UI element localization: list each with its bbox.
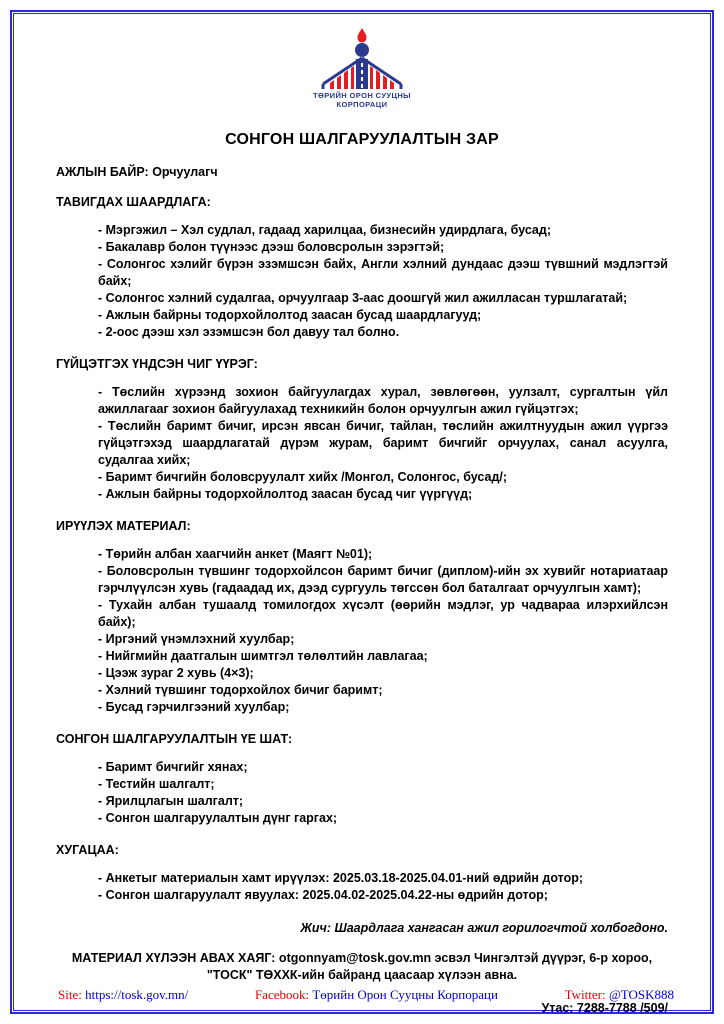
section-main-duties <box>56 357 668 503</box>
section-requirements <box>56 195 668 341</box>
list-item: - 2-оос дээш хэл эзэмшсэн бол давуу тал болно. <box>98 325 400 339</box>
list-item: - Ярилцлагын шалгалт; <box>98 794 244 808</box>
sun-circle-icon <box>355 43 369 57</box>
section-materials <box>56 519 668 716</box>
job-position-value: Орчуулагч <box>152 165 218 179</box>
organization-name <box>313 91 411 109</box>
section-heading: ГҮЙЦЭТГЭХ ҮНДСЭН ЧИГ ҮҮРЭГ: <box>56 357 258 371</box>
facebook-label: Facebook: <box>254 987 310 1002</box>
housing-corporation-logo-icon <box>312 28 412 90</box>
organization-logo <box>56 28 668 109</box>
flame-icon <box>358 28 367 43</box>
list-item: - Иргэний үнэмлэхний хуулбар; <box>98 632 295 646</box>
phone-line: Утас: 7288-7788 /509/ <box>541 1001 668 1015</box>
section-items <box>56 384 668 503</box>
list-item: - Төслийн баримт бичиг, ирсэн явсан бичиг, тайлан, төслийн ажилтнуудын ажил үүргээ гүйцэтгэхэд шаардлагатай дүрэм журам, баримт бичгийг орчуулах, санал асуулга, судалгаа хийх; <box>98 419 668 467</box>
section-items <box>56 870 668 904</box>
site-url: https://tosk.gov.mn/ <box>85 987 189 1002</box>
site-label: Site: <box>58 987 82 1002</box>
list-item: - Ажлын байрны тодорхойлолтод заасан бусад чиг үүргүүд; <box>98 487 473 501</box>
document-content <box>12 12 712 1015</box>
footer-facebook <box>255 987 498 1003</box>
facebook-name: Төрийн Орон Сууцны Корпораци <box>312 987 498 1002</box>
section-items <box>56 222 668 341</box>
section-items <box>56 759 668 827</box>
job-position-line <box>56 165 668 179</box>
list-item: - Сонгон шалгаруулалт явуулах: 2025.04.02-2025.04.22-ны өдрийн дотор; <box>98 888 548 902</box>
list-item: - Сонгон шалгаруулалтын дүнг гаргах; <box>98 811 338 825</box>
list-item: - Бакалавр болон түүнээс дээш боловсролын зэрэгтэй; <box>98 240 445 254</box>
list-item: - Цээж зураг 2 хувь (4×3); <box>98 666 254 680</box>
job-position-label: АЖЛЫН БАЙР: <box>56 165 149 179</box>
list-item: - Тестийн шалгалт; <box>98 777 215 791</box>
list-item: - Мэргэжил – Хэл судлал, гадаад харилцаа, бизнесийн удирдлага, бусад; <box>98 223 551 237</box>
section-selection-stages <box>56 732 668 827</box>
organization-name-line1: ТӨРИЙН ОРОН СУУЦНЫ <box>313 91 411 100</box>
page-title: СОНГОН ШАЛГАРУУЛАЛТЫН ЗАР <box>225 131 499 148</box>
list-item: - Хэлний түвшинг тодорхойлох бичиг баримт; <box>98 683 383 697</box>
list-item: - Солонгос хэлийг бүрэн эзэмшсэн байх, Англи хэлний дундаас дээш түвшний мэдлэгтэй байх; <box>98 257 668 288</box>
list-item: - Ажлын байрны тодорхойлолтод заасан бусад шаардлагууд; <box>98 308 482 322</box>
footer-site <box>58 987 188 1003</box>
list-item: - Нийгмийн даатгалын шимтгэл төлөлтийн лавлагаа; <box>98 649 428 663</box>
twitter-label: Twitter: <box>564 987 606 1002</box>
twitter-handle: @TOSK888 <box>608 987 674 1002</box>
footer-twitter <box>565 987 674 1003</box>
section-heading: СОНГОН ШАЛГАРУУЛАЛТЫН ҮЕ ШАТ: <box>56 732 293 746</box>
list-item: - Баримт бичгийг хянах; <box>98 760 248 774</box>
list-item: - Солонгос хэлний судалгаа, орчуулгаар 3-аас доошгүй жил ажилласан туршлагатай; <box>98 291 628 305</box>
list-item: - Анкетыг материалын хамт ирүүлэх: 2025.03.18-2025.04.01-ний өдрийн дотор; <box>98 871 584 885</box>
footer <box>12 987 712 1003</box>
organization-name-line2: КОРПОРАЦИ <box>336 100 388 109</box>
section-deadline <box>56 843 668 904</box>
document-sheet <box>10 10 714 1014</box>
list-item: - Төслийн хүрээнд зохион байгуулагдах хурал, зөвлөгөөн, уулзалт, сургалтын үйл ажиллагааг зохион байгуулахад техникийн болон орчуулгын ажил гүйцэтгэх; <box>98 385 668 416</box>
section-items <box>56 546 668 716</box>
list-item: - Баримт бичгийн боловсруулалт хийх /Монгол, Солонгос, бусад/; <box>98 470 508 484</box>
list-item: - Тухайн албан тушаалд томилогдох хүсэлт (өөрийн мэдлэг, ур чадвараа илэрхийлсэн байх); <box>98 598 668 629</box>
list-item: - Боловсролын түвшинг тодорхойлсон баримт бичиг (диплом)-ийн эх хувийг нотариатаар гэрчлүүлсэн хувь (гадаадад их, дээд сургууль төгссөн бол баталгаат орчуулгын хамт); <box>98 564 668 595</box>
list-item: - Бусад гэрчилгээний хуулбар; <box>98 700 290 714</box>
note-line: Жич: Шаардлага хангасан ажил горилогчтой холбогдоно. <box>300 921 668 935</box>
submission-address: МАТЕРИАЛ ХҮЛЭЭН АВАХ ХАЯГ: otgonnyam@tosk.gov.mn эсвэл Чингэлтэй дүүрэг, 6-р хороо, "ТОСК" ТӨХХК-ийн байранд цаасаар хүлээн авна. <box>71 951 653 982</box>
section-heading: ТАВИГДАХ ШААРДЛАГА: <box>56 195 211 209</box>
list-item: - Төрийн албан хаагчийн анкет (Маягт №01); <box>98 547 373 561</box>
section-heading: ИРҮҮЛЭХ МАТЕРИАЛ: <box>56 519 191 533</box>
section-heading: ХУГАЦАА: <box>56 843 119 857</box>
